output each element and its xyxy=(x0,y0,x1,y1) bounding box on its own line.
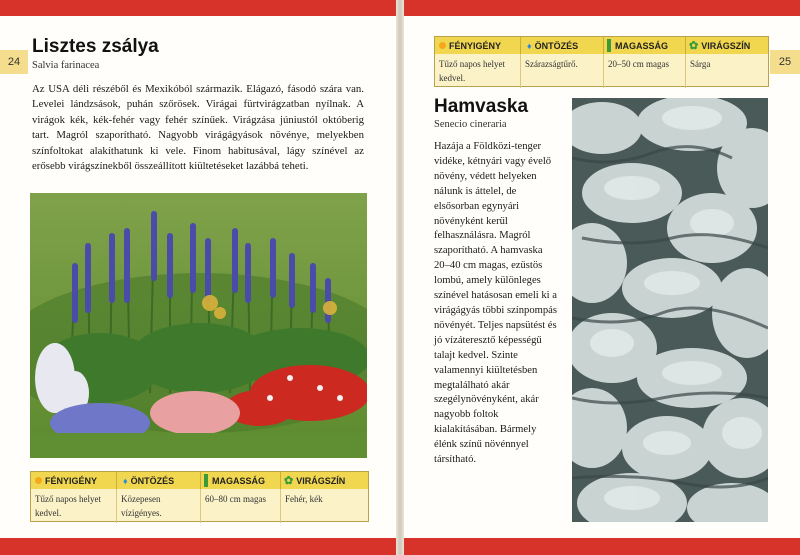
latin-name-right: Senecio cineraria xyxy=(434,119,507,130)
flowercolor-value: Sárga xyxy=(690,59,711,69)
watering-value: Szárazságtűrő. xyxy=(521,54,604,88)
page-number-left: 24 xyxy=(0,50,28,74)
light-header: FÉNYIGÉNY xyxy=(435,37,521,54)
flower-icon: ✿ xyxy=(284,475,294,487)
info-header-right xyxy=(435,37,768,54)
ruler-icon xyxy=(607,39,611,52)
flowercolor-header: ✿ VIRÁGSZÍN xyxy=(284,475,346,487)
plant-title-right: Hamvaska xyxy=(434,96,529,117)
ruler-icon xyxy=(204,474,208,487)
senecio-foliage-photo xyxy=(572,98,768,522)
latin-name-left: Salvia farinacea xyxy=(32,60,100,71)
flowercolor-header: ✿ VIRÁGSZÍN xyxy=(689,40,751,52)
info-table-left xyxy=(30,471,369,522)
watering-value: Közepesen vízigényes. xyxy=(117,489,201,523)
light-value: Tűző napos helyet kedvel. xyxy=(31,489,117,523)
sun-icon xyxy=(439,42,446,49)
book-gutter xyxy=(396,0,404,555)
info-values-left xyxy=(31,489,368,523)
page-number-right: 25 xyxy=(770,50,800,74)
plant-title-left: Lisztes zsálya xyxy=(32,36,159,57)
info-values-right xyxy=(435,54,768,88)
height-value: 60–80 cm magas xyxy=(201,489,281,523)
flower-icon: ✿ xyxy=(689,40,699,52)
description-left: Az USA déli részéből és Mexikóból származik. Elágazó, fásodó szára van. Levelei lándzsások, puhán szőrösek. Virágai fürtvirágzatban nyílnak. A virágok kék, kék-fehér vagy fehér színűek. Virágzása júniustól októberig tart. Magról szaporítható. Nagyobb virágágyások növénye, melyekben színfoltokat alakíthatunk ki vele. Finom habitusával, lágy színével az erősebb virágszínekből összeállított kiültetéseket lazábbá teheti. xyxy=(32,83,364,173)
senecio-photo-illustration xyxy=(572,98,768,522)
water-drop-icon: ♦ xyxy=(527,40,532,51)
left-page xyxy=(0,16,396,538)
watering-header: ♦ ÖNTÖZÉS xyxy=(117,472,201,489)
watering-header: ♦ ÖNTÖZÉS xyxy=(521,37,604,54)
flowercolor-value: Fehér, kék xyxy=(285,494,323,504)
right-page xyxy=(404,16,800,538)
water-drop-icon: ♦ xyxy=(123,475,128,486)
info-header-left xyxy=(31,472,368,489)
height-value: 20–50 cm magas xyxy=(604,54,686,88)
light-header: FÉNYIGÉNY xyxy=(31,472,117,489)
info-table-right xyxy=(434,36,769,87)
description-right: Hazája a Földközi-tenger vidéke, kétnyári vagy évelő növény, védett helyeken nálunk is áttelel, de elsősorban egynyári növényként kerül felhasználásra. Magról szaporítható. A hamvaska 20–40 cm magas, ezüstös lombú, amely különleges színével hatásosan emeli ki a virágágyás többi színpompás növényét. Teljes napsütést és jó vízáteresztő képességű talajt kedvel. Szinte valamennyi kiültetésben megtalálható akár szegélynövényként, akár nagyobb foltok kialakításában. Bármely élénk színű növénnyel társítható. xyxy=(434,141,557,466)
sun-icon xyxy=(35,477,42,484)
height-header: MAGASSÁG xyxy=(604,37,686,54)
salvia-flowerbed-photo xyxy=(30,193,367,458)
salvia-photo-illustration xyxy=(30,193,367,458)
light-value: Tűző napos helyet kedvel. xyxy=(435,54,521,88)
height-header: MAGASSÁG xyxy=(201,472,281,489)
